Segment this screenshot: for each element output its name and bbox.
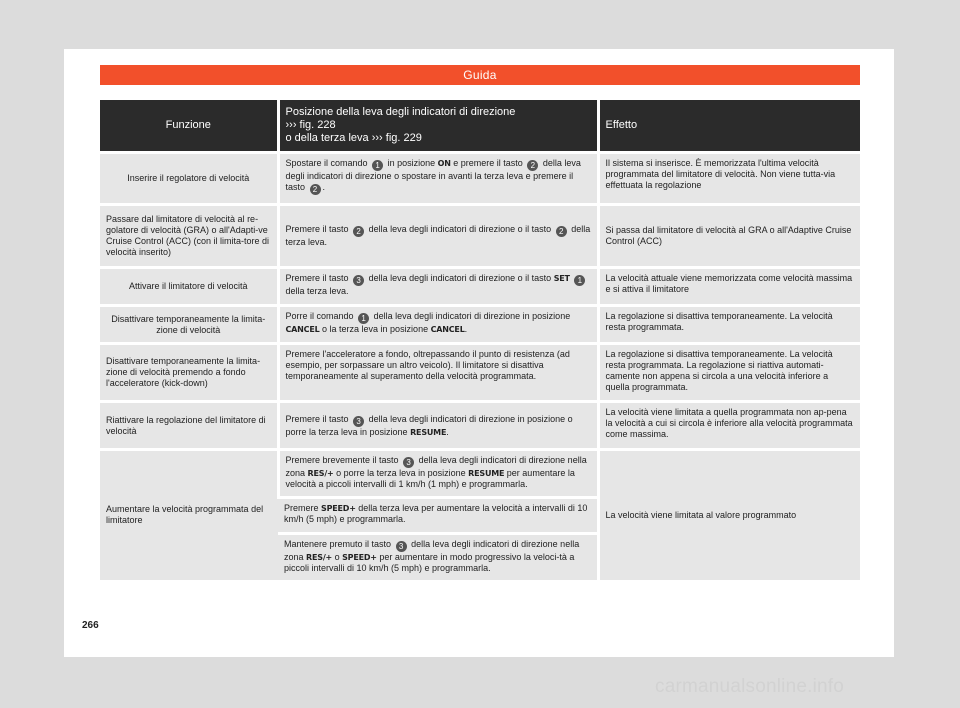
row-effetto: La velocità attuale viene memorizzata come velocità massima e si attiva il limitatore: [598, 268, 860, 306]
text: della leva degli indicatori di direzione o spostare in avanti la terza leva e premere il tasto: [285, 158, 581, 192]
page-number: 266: [82, 620, 99, 631]
number-badge-icon: 2: [556, 226, 567, 237]
row-funzione: Riattivare la regolazione del limitatore di velocità: [100, 402, 278, 450]
text: Spostare il comando: [285, 158, 368, 168]
row-effetto: La regolazione si disattiva temporaneamente. La velocità resta programmata. La regolazione si riattiva automati-camente non appena si circola a una velocità inferiore a quella programmata.: [598, 344, 860, 402]
header-effetto: Effetto: [598, 100, 860, 153]
header-posizione-line1: Posizione della leva degli indicatori di direzione: [285, 106, 516, 118]
text: della terza leva per aumentare la velocità a intervalli di 10 km/h (5 mph) e programmarla.: [284, 503, 588, 524]
key-label: ON: [437, 159, 451, 168]
section-header: Guida: [100, 65, 860, 85]
number-badge-icon: 1: [358, 313, 369, 324]
table-row: [100, 450, 860, 498]
text: Premere brevemente il tasto: [285, 455, 399, 465]
row-effetto: La regolazione si disattiva temporaneamente. La velocità resta programmata.: [598, 306, 860, 344]
text: Premere il tasto: [285, 413, 349, 424]
text: per aumentare la velocità a piccoli intervalli di 1 km/h (1 mph) e programmarla.: [285, 468, 575, 489]
key-label: CANCEL: [430, 325, 465, 334]
row-posizione: [278, 534, 598, 580]
text: della leva degli indicatori di direzione in posizione o porre la terza leva in posizione: [285, 413, 573, 437]
row-funzione: Passare dal limitatore di velocità al re-golatore di velocità (GRA) o all'Adapti-ve Cruise Control (ACC) (con il limita-tore di velocità inserito): [100, 205, 278, 268]
row-posizione: [278, 498, 598, 534]
key-label: SPEED+: [342, 553, 377, 562]
text: della leva degli indicatori di direzione o il tasto: [368, 273, 552, 283]
text: della leva degli indicatori di direzione in posizione: [373, 311, 571, 321]
text: Porre il comando: [285, 311, 354, 321]
text: Premere il tasto: [285, 273, 349, 283]
table-row: [100, 205, 860, 268]
number-badge-icon: 2: [353, 226, 364, 237]
table-header-row: [100, 100, 860, 153]
row-funzione: Attivare il limitatore di velocità: [100, 268, 278, 306]
text: Premere il tasto: [285, 224, 349, 234]
number-badge-icon: 1: [372, 160, 383, 171]
text: .: [464, 324, 468, 334]
number-badge-icon: 3: [353, 416, 364, 427]
row-effetto: La velocità viene limitata a quella programmata non ap-pena la velocità a cui si circola è inferiore alla velocità programmata come massima.: [598, 402, 860, 450]
header-posizione-line3: o della terza leva ››› fig. 229: [285, 132, 422, 144]
key-label: RES/+: [306, 553, 333, 562]
text: per aumentare in modo progressivo la veloci-tà a piccoli intervalli di 10 km/h (5 mph) e programmarla.: [284, 552, 575, 573]
header-posizione-line2: ››› fig. 228: [285, 119, 336, 131]
number-badge-icon: 2: [310, 184, 321, 195]
text: della terza leva.: [285, 286, 349, 296]
row-funzione: Inserire il regolatore di velocità: [100, 153, 278, 205]
number-badge-icon: 2: [527, 160, 538, 171]
table-row: [100, 268, 860, 306]
row-posizione: [278, 306, 598, 344]
header-funzione: Funzione: [100, 100, 278, 153]
table-row: [100, 402, 860, 450]
row-funzione: Disattivare temporaneamente la limita-zione di velocità: [100, 306, 278, 344]
text: o la terza leva in posizione: [322, 324, 429, 334]
key-label: SPEED+: [321, 504, 356, 513]
text: Premere: [284, 503, 319, 513]
text: Mantenere premuto il tasto: [284, 539, 392, 549]
watermark: carmanualsonline.info: [655, 676, 845, 697]
table-row: [100, 153, 860, 205]
key-label: RESUME: [468, 469, 505, 478]
row-effetto: Il sistema si inserisce. È memorizzata l'ultima velocità programmata del limitatore di velocità. Non viene tutta-via effettuata la regolazione: [598, 153, 860, 205]
row-posizione: [278, 450, 598, 498]
key-label: SET: [553, 274, 570, 283]
table-row: [100, 306, 860, 344]
text: .: [322, 182, 326, 192]
row-posizione: [278, 402, 598, 450]
row-posizione: Premere l'acceleratore a fondo, oltrepassando il punto di resistenza (ad esempio, per sorpassare un altro veicolo). Il limitatore si disattiva temporaneamente al superamento della velocità programmata.: [278, 344, 598, 402]
key-label: RES/+: [307, 469, 334, 478]
number-badge-icon: 3: [353, 275, 364, 286]
row-posizione: [278, 153, 598, 205]
text: .: [446, 426, 449, 437]
text: in posizione: [387, 158, 436, 168]
text: o porre la terza leva in posizione: [336, 468, 466, 478]
text: della terza leva.: [285, 224, 591, 247]
text: della leva degli indicatori di direzione o il tasto: [368, 224, 552, 234]
row-funzione: Disattivare temporaneamente la limita-zione di velocità premendo a fondo l'acceleratore (kick-down): [100, 344, 278, 402]
row-posizione: [278, 268, 598, 306]
text: della leva degli indicatori di direzione nella zona: [285, 455, 587, 478]
function-table: [100, 100, 860, 580]
header-posizione: [278, 100, 598, 153]
text: della leva degli indicatori di direzione nella zona: [284, 539, 580, 562]
number-badge-icon: 3: [396, 541, 407, 552]
row-funzione: Aumentare la velocità programmata del limitatore: [100, 450, 278, 580]
key-label: RESUME: [410, 427, 447, 437]
number-badge-icon: 1: [574, 275, 585, 286]
text: e premere il tasto: [453, 158, 523, 168]
table-row: [100, 344, 860, 402]
key-label: CANCEL: [285, 325, 320, 334]
number-badge-icon: 3: [403, 457, 414, 468]
text: o: [334, 552, 340, 562]
row-effetto: Si passa dal limitatore di velocità al GRA o all'Adaptive Cruise Control (ACC): [598, 205, 860, 268]
row-effetto: La velocità viene limitata al valore programmato: [598, 450, 860, 580]
row-posizione: [278, 205, 598, 268]
